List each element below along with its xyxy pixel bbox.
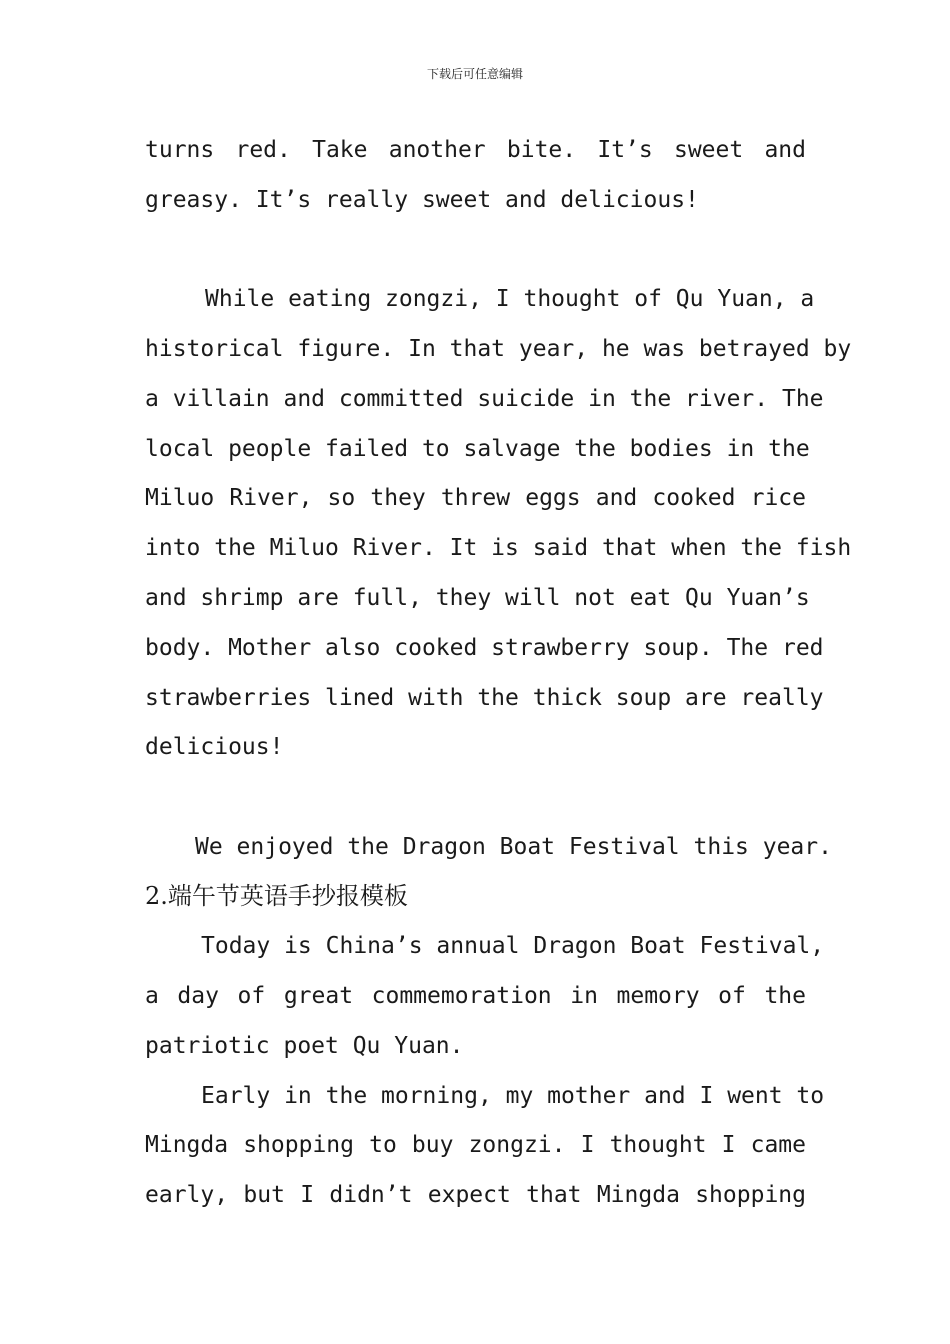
- text-line: into the Miluo River. It is said that when the fish: [145, 535, 852, 561]
- text-line: We enjoyed the Dragon Boat Festival this year.: [195, 834, 832, 860]
- text-line: delicious!: [145, 734, 284, 760]
- text-line: early, but I didn’t expect that Mingda shopping: [145, 1182, 806, 1208]
- text-line: historical figure. In that year, he was betrayed by: [145, 336, 852, 362]
- text-line: Miluo River, so they threw eggs and cooked rice: [145, 485, 806, 511]
- text-line: local people failed to salvage the bodies in the: [145, 436, 810, 462]
- text-line: Mingda shopping to buy zongzi. I thought I came: [145, 1132, 806, 1158]
- text-line: greasy. It’s really sweet and delicious!: [145, 187, 699, 213]
- text-line: patriotic poet Qu Yuan.: [145, 1033, 464, 1059]
- text-line: turns red. Take another bite. It’s sweet and: [145, 137, 806, 163]
- text-line: Today is China’s annual Dragon Boat Festival,: [201, 933, 825, 959]
- text-line: a day of great commemoration in memory of the: [145, 983, 806, 1009]
- text-line: strawberries lined with the thick soup are really: [145, 685, 824, 711]
- text-line: a villain and committed suicide in the river. The: [145, 386, 824, 412]
- text-line: Early in the morning, my mother and I went to: [201, 1083, 825, 1109]
- page-header: 下载后可任意编辑: [426, 67, 523, 81]
- text-line: While eating zongzi, I thought of Qu Yuan, a: [205, 286, 815, 312]
- text-line: and shrimp are full, they will not eat Qu Yuan’s: [145, 585, 810, 611]
- text-line: body. Mother also cooked strawberry soup. The red: [145, 635, 824, 661]
- section-heading: 2.端午节英语手抄报模板: [145, 882, 408, 910]
